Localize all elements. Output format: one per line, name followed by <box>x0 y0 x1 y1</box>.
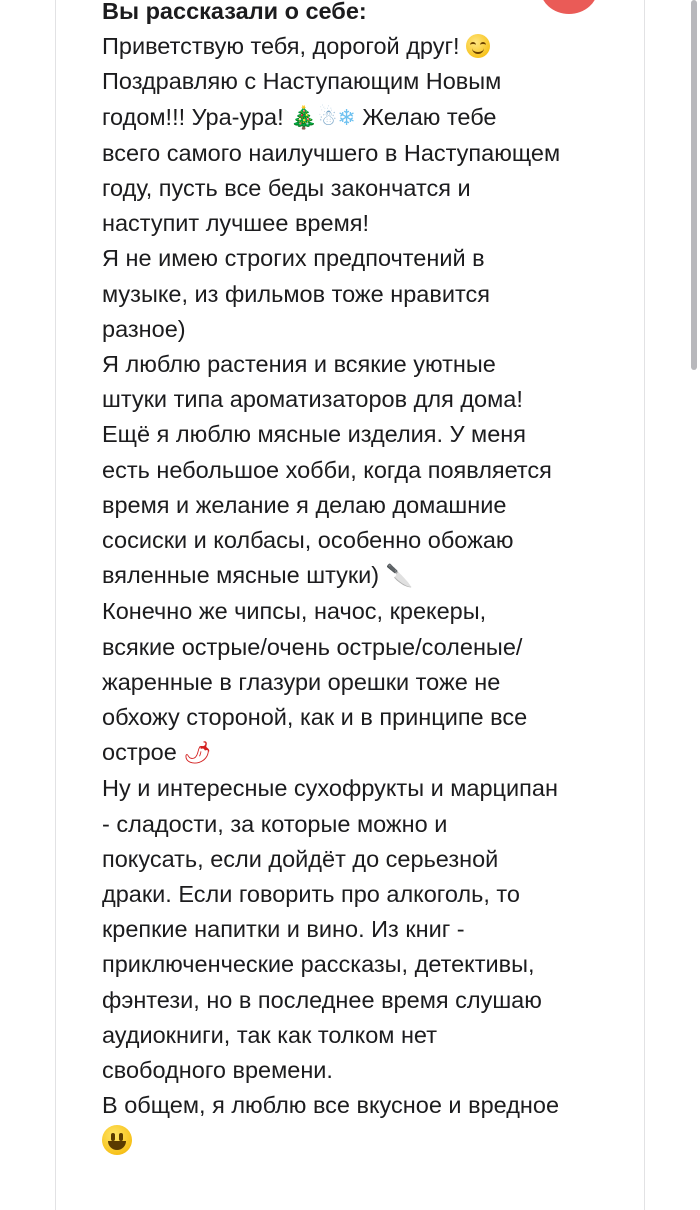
text-line: острое 🌶 <box>102 735 622 771</box>
text-line: разное) <box>102 315 186 342</box>
text-line: есть небольшое хобби, когда появляется <box>102 456 552 483</box>
text-line: Ну и интересные сухофрукты и марципан <box>102 775 558 802</box>
text-line: жаренные в глазури орешки тоже не <box>102 668 501 695</box>
text-line: покусать, если дойдёт до серьезной <box>102 845 499 872</box>
knife-icon: 🔪 <box>385 564 414 590</box>
text-line: обхожу стороной, как и в принципе все <box>102 704 528 731</box>
text-line: Ещё я люблю мясные изделия. У меня <box>102 421 526 448</box>
text-line: штуки типа ароматизаторов для дома! <box>102 386 523 413</box>
scrollbar[interactable] <box>691 0 697 370</box>
text-line: годом!!! Ура-ура! 🎄☃❄ Желаю тебе <box>102 100 622 136</box>
text-line: году, пусть все беды закончатся и <box>102 175 471 202</box>
christmas-tree-icon: 🎄 <box>290 105 318 131</box>
about-me-text <box>102 0 622 1159</box>
text-line: Я люблю растения и всякие уютные <box>102 351 496 378</box>
text-line: наступит лучшее время! <box>102 210 369 237</box>
smiling-face-icon <box>466 34 490 58</box>
hot-pepper-icon: 🌶 <box>183 741 212 767</box>
section-heading: Вы рассказали о себе: <box>102 0 367 24</box>
text-line: фэнтези, но в последнее время слушаю <box>102 986 542 1013</box>
text-line: свободного времени. <box>102 1057 333 1084</box>
text-line <box>102 1124 622 1159</box>
text-line: Приветствую тебя, дорогой друг! <box>102 29 622 64</box>
text-line: сосиски и колбасы, особенно обожаю <box>102 527 514 554</box>
text-line: аудиокниги, так как толком нет <box>102 1021 437 1048</box>
text-line: время и желание я делаю домашние <box>102 491 507 518</box>
text-line: драки. Если говорить про алкоголь, то <box>102 881 520 908</box>
text-line: всего самого наилучшего в Наступающем <box>102 139 561 166</box>
text-line: Я не имею строгих предпочтений в <box>102 245 485 272</box>
text-line: всякие острые/очень острые/соленые/ <box>102 633 523 660</box>
text-line: Конечно же чипсы, начос, крекеры, <box>102 598 487 625</box>
text-line: В общем, я люблю все вкусное и вредное <box>102 1092 560 1119</box>
text-line: музыке, из фильмов тоже нравится <box>102 280 490 307</box>
text-line: Поздравляю с Наступающим Новым <box>102 68 502 95</box>
text-line: - сладости, за которые можно и <box>102 810 448 837</box>
snowman-icon: ☃ <box>317 105 338 131</box>
snowflake-icon: ❄ <box>337 105 356 131</box>
text-line: крепкие напитки и вино. Из книг - <box>102 916 465 943</box>
text-line: вяленные мясные штуки) 🔪 <box>102 558 622 594</box>
text-line: приключенческие рассказы, детективы, <box>102 951 535 978</box>
grinning-face-icon <box>102 1125 132 1155</box>
